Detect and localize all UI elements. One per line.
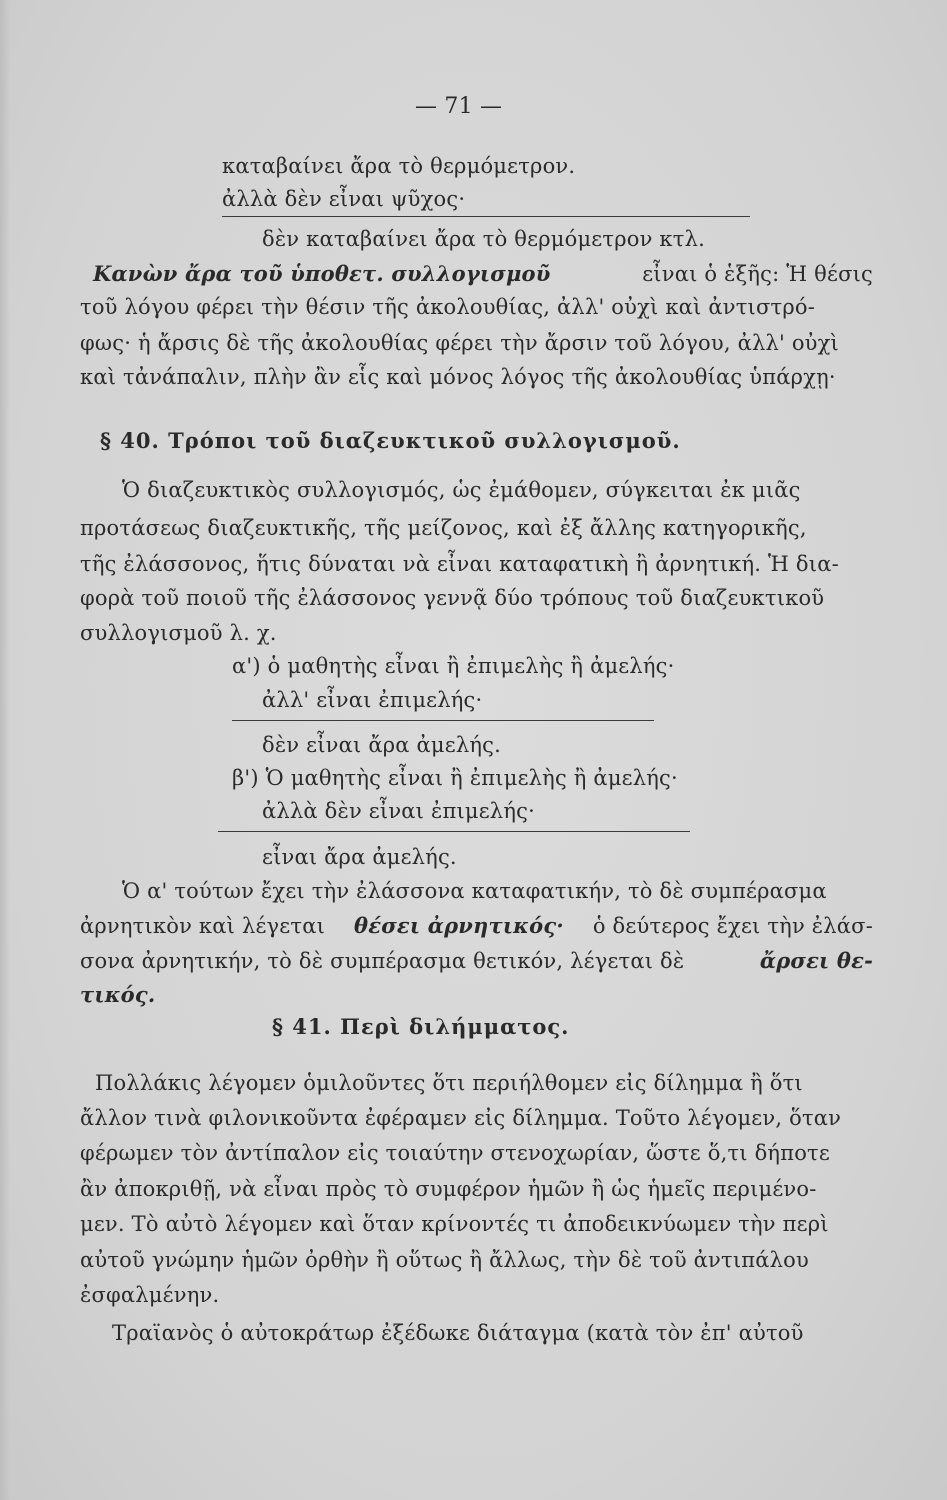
text-line: Τραϊανὸς ὁ αὐτοκράτωρ ἐξέδωκε διάταγμα (κατὰ τὸν ἐπ' αὐτοῦ <box>112 1321 804 1345</box>
text-line: τοῦ λόγου φέρει τὴν θέσιν τῆς ἀκολουθίας, ἀλλ' οὐχὶ καὶ ἀντιστρό- <box>80 295 815 319</box>
term-emphasis: θέσει ἀρνητικός· <box>354 913 564 938</box>
text-line: ἀλλὰ δὲν εἶναι ψῦχος· <box>222 187 466 211</box>
text-line: καταβαίνει ἄρα τὸ θερμόμετρον. <box>222 154 576 178</box>
example-a-minor: ἀλλ' εἶναι ἐπιμελής· <box>262 688 483 712</box>
text-line: δὲν καταβαίνει ἄρα τὸ θερμόμετρον κτλ. <box>262 227 705 251</box>
text-line: φορὰ τοῦ ποιοῦ τῆς ἐλάσσονος γεννᾷ δύο τρόπους τοῦ διαζευκτικοῦ <box>80 586 825 610</box>
text-line: συλλογισμοῦ λ. χ. <box>80 621 277 645</box>
text-line <box>80 912 873 940</box>
scan-shadow <box>0 0 10 1500</box>
text-span: ὁ δεύτερος ἔχει τὴν ἐλάσ- <box>592 914 873 938</box>
text-span: εἶναι ὁ ἑξῆς: Ἡ θέσις <box>642 262 873 286</box>
text-line: Πολλάκις λέγομεν ὁμιλοῦντες ὅτι περιήλθομεν εἰς δίλημμα ἢ ὅτι <box>95 1071 803 1095</box>
text-span: ἀρνητικὸν καὶ λέγεται <box>80 914 326 938</box>
page-number: — 71 — <box>415 94 503 119</box>
text-line: Ὁ διαζευκτικὸς συλλογισμός, ὡς ἐμάθομεν, σύγκειται ἐκ μιᾶς <box>122 478 801 502</box>
text-line: Ὁ α' τούτων ἔχει τὴν ἐλάσσονα καταφατικήν, τὸ δὲ συμπέρασμα <box>122 879 827 903</box>
text-line: προτάσεως διαζευκτικῆς, τῆς μείζονος, καὶ ἐξ ἄλλης κατηγορικῆς, <box>80 516 807 540</box>
text-line: μεν. Τὸ αὐτὸ λέγομεν καὶ ὅταν κρίνοντές τι ἀποδεικνύωμεν τὴν περὶ <box>80 1212 829 1236</box>
example-b-conclusion: εἶναι ἄρα ἀμελής. <box>262 845 457 869</box>
text-span: σονα ἀρνητικήν, τὸ δὲ συμπέρασμα θετικόν, λέγεται δὲ <box>80 949 685 973</box>
text-line: ἐσφαλμένην. <box>80 1283 220 1307</box>
text-line <box>93 260 873 288</box>
text-line: ἄλλον τινὰ φιλονικοῦντα ἐφέραμεν εἰς δίλημμα. Τοῦτο λέγομεν, ὅταν <box>80 1106 842 1130</box>
example-b-minor: ἀλλὰ δὲν εἶναι ἐπιμελής· <box>262 799 535 823</box>
text-line: καὶ τἀνάπαλιν, πλὴν ἂν εἷς καὶ μόνος λόγος τῆς ἀκολουθίας ὑπάρχῃ· <box>80 365 836 389</box>
text-line: φέρωμεν τὸν ἀντίπαλον εἰς τοιαύτην στενοχωρίαν, ὥστε ὅ,τι δήποτε <box>80 1141 830 1165</box>
text-line: αὐτοῦ γνώμην ἡμῶν ὀρθὴν ἢ οὕτως ἢ ἄλλως, τὴν δὲ τοῦ ἀντιπάλου <box>80 1248 809 1272</box>
text-line: ἂν ἀποκριθῇ, νὰ εἶναι πρὸς τὸ συμφέρον ἡμῶν ἢ ὡς ἡμεῖς περιμένο- <box>80 1177 817 1201</box>
term-emphasis: ἄρσει θε- <box>759 948 873 973</box>
rule-term: Κανὼν ἄρα τοῦ ὑποθετ. συλλογισμοῦ <box>93 261 551 286</box>
text-line: τικός. <box>80 982 156 1007</box>
syllogism-rule <box>218 831 690 832</box>
example-a-major: α') ὁ μαθητὴς εἶναι ἢ ἐπιμελὴς ἢ ἀμελής· <box>232 654 675 678</box>
example-a-conclusion: δὲν εἶναι ἄρα ἀμελής. <box>262 733 501 757</box>
section-heading-41: § 41. Περὶ διλήμματος. <box>272 1014 570 1039</box>
syllogism-rule <box>222 216 750 217</box>
text-line: τῆς ἐλάσσονος, ἥτις δύναται νὰ εἶναι καταφατικὴ ἢ ἀρνητική. Ἡ δια- <box>80 552 839 576</box>
section-heading-40: § 40. Τρόποι τοῦ διαζευκτικοῦ συλλογισμοῦ. <box>100 428 681 453</box>
text-line: φως· ἡ ἄρσις δὲ τῆς ἀκολουθίας φέρει τὴν ἄρσιν τοῦ λόγου, ἀλλ' οὐχὶ <box>80 331 839 355</box>
example-b-major: β') Ὁ μαθητὴς εἶναι ἢ ἐπιμελὴς ἢ ἀμελής· <box>232 766 678 790</box>
text-line <box>80 947 873 975</box>
syllogism-rule <box>232 720 654 721</box>
